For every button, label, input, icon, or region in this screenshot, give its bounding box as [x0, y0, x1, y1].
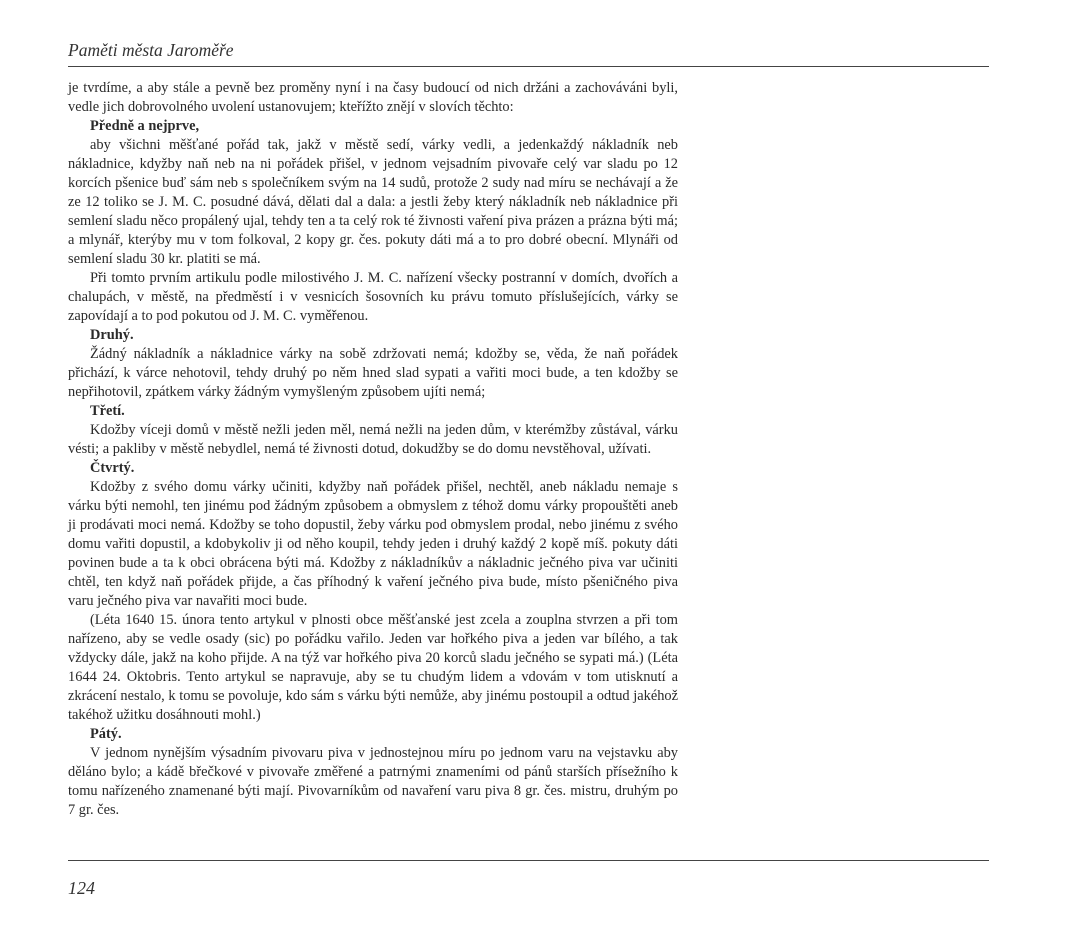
paragraph: aby všichni měšťané pořád tak, jakž v městě sedí, várky vedli, a jedenkaždý nákladník neb nákladnice, kdyžby naň neb na ni pořádek přišel, v jednom vejsadním pivovaře celý var sladu po 12 korcích pšenice buď sám neb s společníkem svým na 14 sudů, protože 2 sudy nad míru se nechávají a že ze 12 toliko se J. M. C. posudné dává, dělati dal a dala: a jestli žeby který nákladník neb nákladnice při semlení sladu něco propálený ujal, tehdy ten a ta celý rok té živnosti vaření piva prázen a prázna býti má; a mlynář, kterýby mu v tom folkoval, 2 kopy gr. čes. pokuty dáti má a to pro dobré obecní. Mlynáři od semlení sladu 30 kr. platiti se má. [68, 137, 678, 267]
page-number: 124 [68, 878, 95, 898]
article-heading: Pátý. [90, 726, 122, 742]
body-text [68, 79, 678, 820]
paragraph: (Léta 1640 15. února tento artykul v plnosti obce měšťanské jest zcela a zouplna stvrzen a při tom nařízeno, aby se vedle osady (sic) po pořádku vařilo. Jeden var hořkého piva a jeden var bílého, a tak vždycky dále, jakž na koho přijde. A na týž var hořkého piva 20 korců sladu ječného se sypati má.) (Léta 1644 24. Oktobris. Tento artykul se napravuje, aby se tu chudým lidem a vdovám v tom utisknutí a zkrácení nestalo, k tomu se povoluje, kdo sám s várku býti nemůže, aby jinému postoupil a odtud jakéhož takéhož užitku dosáhnouti mohl.) [68, 612, 678, 723]
paragraph: Žádný nákladník a nákladnice várky na sobě zdržovati nemá; kdožby se, věda, že naň pořádek přichází, k várce nehotovil, tehdy druhý po něm hned slad sypati a vařiti moci bude, a ten kdožby se nepřihotovil, zpátkem várky žádným vymyšleným způsobem ujíti nemá; [68, 346, 678, 400]
article-heading: Předně a nejprve, [90, 118, 200, 134]
paragraph: Kdožby z svého domu várky učiniti, kdyžby naň pořádek přišel, nechtěl, aneb nákladu nemaje s várku býti nemohl, ten jinému pod žádným způsobem a obmyslem z téhož domu várky propouštěti aneb ji prodávati moci nemá. Kdožby se toho dopustil, žeby várku pod obmyslem prodal, nebo jinému z svého domu vařiti dopustil, a kdobykoliv ji od něho koupil, tehdy jeden i druhý každý 2 kopě míš. pokuty dáti povinen bude a ta k obci obrácena býti má. Kdožby z nákladníkův a nákladnic ječného piva var učiniti chtěl, ten když naň pořádek přijde, a čas příhodný k vaření ječného piva bude, místo pšeničného piva varu ječného piva var navařiti moci bude. [68, 479, 678, 609]
paragraph: je tvrdíme, a aby stále a pevně bez proměny nyní i na časy budoucí od nich držáni a zachováváni byli, vedle jich dobrovolného uvolení ustanovujem; kteřížto znějí v slovích těchto: [68, 80, 678, 115]
article-heading: Druhý. [90, 327, 134, 343]
header-rule [68, 66, 989, 67]
article-heading: Čtvrtý. [90, 460, 135, 476]
paragraph: Kdožby víceji domů v městě nežli jeden měl, nemá nežli na jeden dům, v kterémžby zůstával, várku vésti; a pakliby v městě nebydlel, nemá té živnosti dotud, dokudžby se do domu nevstěhoval, užívati. [68, 422, 678, 457]
paragraph: V jednom nynějším výsadním pivovaru piva v jednostejnou míru po jednom varu na vejstavku aby děláno bylo; a kádě břečkové v pivovaře změřené a patrnými znameními od pánů starších přísežního k tomu nařízeného znamenané býti mají. Pivovarníkům od navaření varu piva 8 gr. čes. mistru, druhým po 7 gr. čes. [68, 745, 678, 818]
paragraph: Při tomto prvním artikulu podle milostivého J. M. C. nařízení všecky postranní v domích, dvořích a chalupách, v městě, na předměstí i v vesnicích šosovních ku právu tomuto příslušejících, várky se zapovídají a to pod pokutou od J. M. C. vyměřenou. [68, 270, 678, 324]
article-heading: Třetí. [90, 403, 125, 419]
running-header-title: Paměti města Jaroměře [68, 40, 234, 60]
footer-rule [68, 860, 989, 861]
